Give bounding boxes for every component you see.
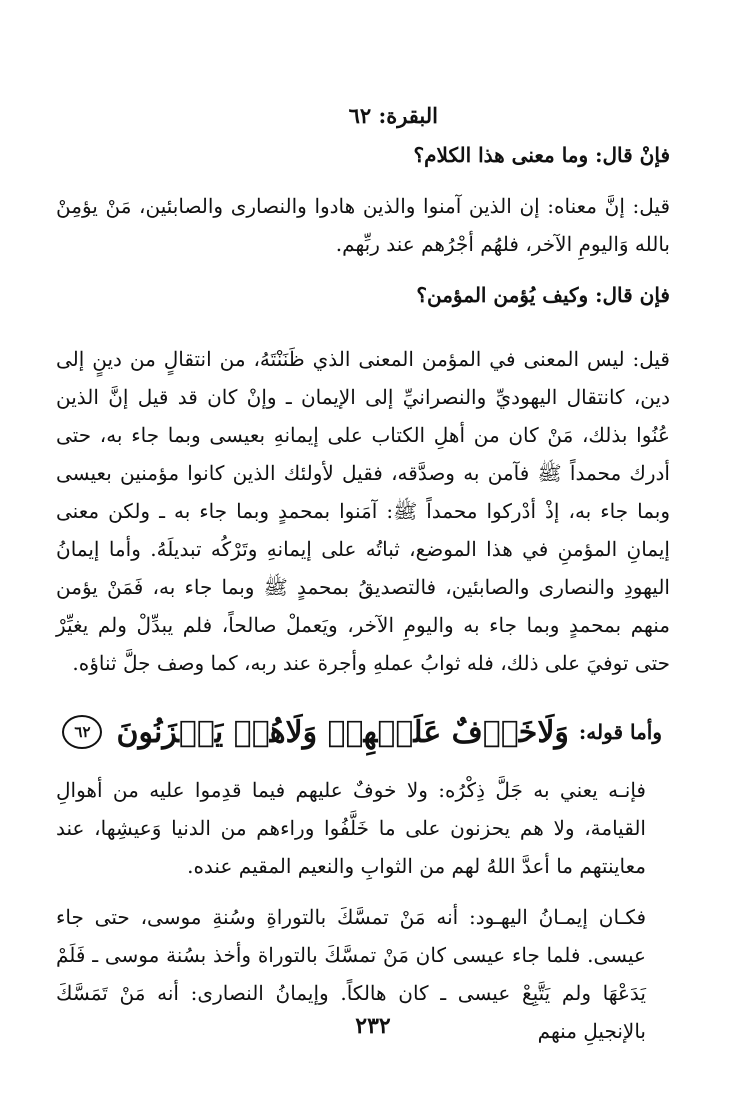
- running-header: البقرة: ٦٢: [348, 103, 438, 128]
- question-paragraph-2: فإن قال: وكيف يُؤمن المؤمن؟: [416, 283, 670, 307]
- answer-paragraph-2: قيل: ليس المعنى في المؤمن المعنى الذي ظَنَنْتَهُ، من انتقالٍ من دينٍ إلى دين، كانتقال اليهوديِّ والنصرانيِّ إلى الإيمان ـ وإنْ كان قد قيل إنَّ الذين عُنُوا بذلك، مَنْ كان من أهلِ الكتاب على إيمانهِ بعيسى وبما جاء به، حتى أدرك محمداً ﷺ فآمن به وصدَّقه، فقيل لأولئك الذين كانوا مؤمنين بعيسى وبما جاء به، إذْ أدْركوا محمداً ﷺ: آمَنوا بمحمدٍ وبما جاء به ـ ولكن معنى إيمانِ المؤمنِ في هذا الموضع، ثباتُه على إيمانهِ وتَرْكُه تبديلَهُ. وأما إيمانُ اليهودِ والنصارى والصابئين، فالتصديقُ بمحمدٍ ﷺ وبما جاء به، فَمَنْ يؤمن منهم بمحمدٍ وبما جاء به واليومِ الآخر، ويَعملْ صالحاً، فلم يبدِّلْ ولم يغيِّرْ حتى توفيَ على ذلك، فله ثوابُ عملهِ وأجرة عند ربه، كما وصف جلَّ ثناؤه.: [56, 347, 670, 675]
- belief-paragraph: فكـان إيمـانُ اليهـود: أنه مَنْ تمسَّكَ بالتوراةِ وسُنةِ موسى، حتى جاء عيسى. فلما جاء عيسى كان مَنْ تمسَّكَ بالتوراة وأخذ بسُنة موسى ـ فَلَمْ يَدَعْهَا ولم يَتَّبِعْ عيسى ـ كان هالكاً. وإيمانُ النصارى: أنه مَنْ تَمَسَّكَ بالإنجيلِ منهم: [56, 905, 646, 1043]
- page-number: ٢٣٢: [355, 1013, 391, 1039]
- question-paragraph-1: فإنْ قال: وما معنى هذا الكلام؟: [413, 143, 670, 167]
- quran-verse-text: وَلَاخَوۡفٌ عَلَيۡهِمۡ وَلَاهُمۡ يَحۡزَنُونَ: [116, 714, 569, 750]
- verse-intro: وأما قوله:: [578, 720, 662, 744]
- quran-verse-line: [56, 706, 670, 758]
- verse-number-marker: ٦٢: [62, 715, 102, 749]
- answer-paragraph-1: قيل: إنَّ معناه: إن الذين آمنوا والذين هادوا والنصارى والصابئين، مَنْ يؤمِنْ بالله وَاليومِ الآخر، فلهُم أجْرُهم عند ربِّهم.: [56, 194, 670, 256]
- commentary-paragraph: فإنـه يعني به جَلَّ ذِكْرُه: ولا خوفٌ عليهم فيما قدِموا عليه من أهوالِ القيامة، ولا هم يحزنون على ما خَلَّفُوا وراءهم من الدنيا وَعيشِها، عند معاينتهم ما أعدَّ اللهُ لهم من الثوابِ والنعيم المقيم عنده.: [56, 778, 646, 878]
- text-block: [56, 136, 670, 1050]
